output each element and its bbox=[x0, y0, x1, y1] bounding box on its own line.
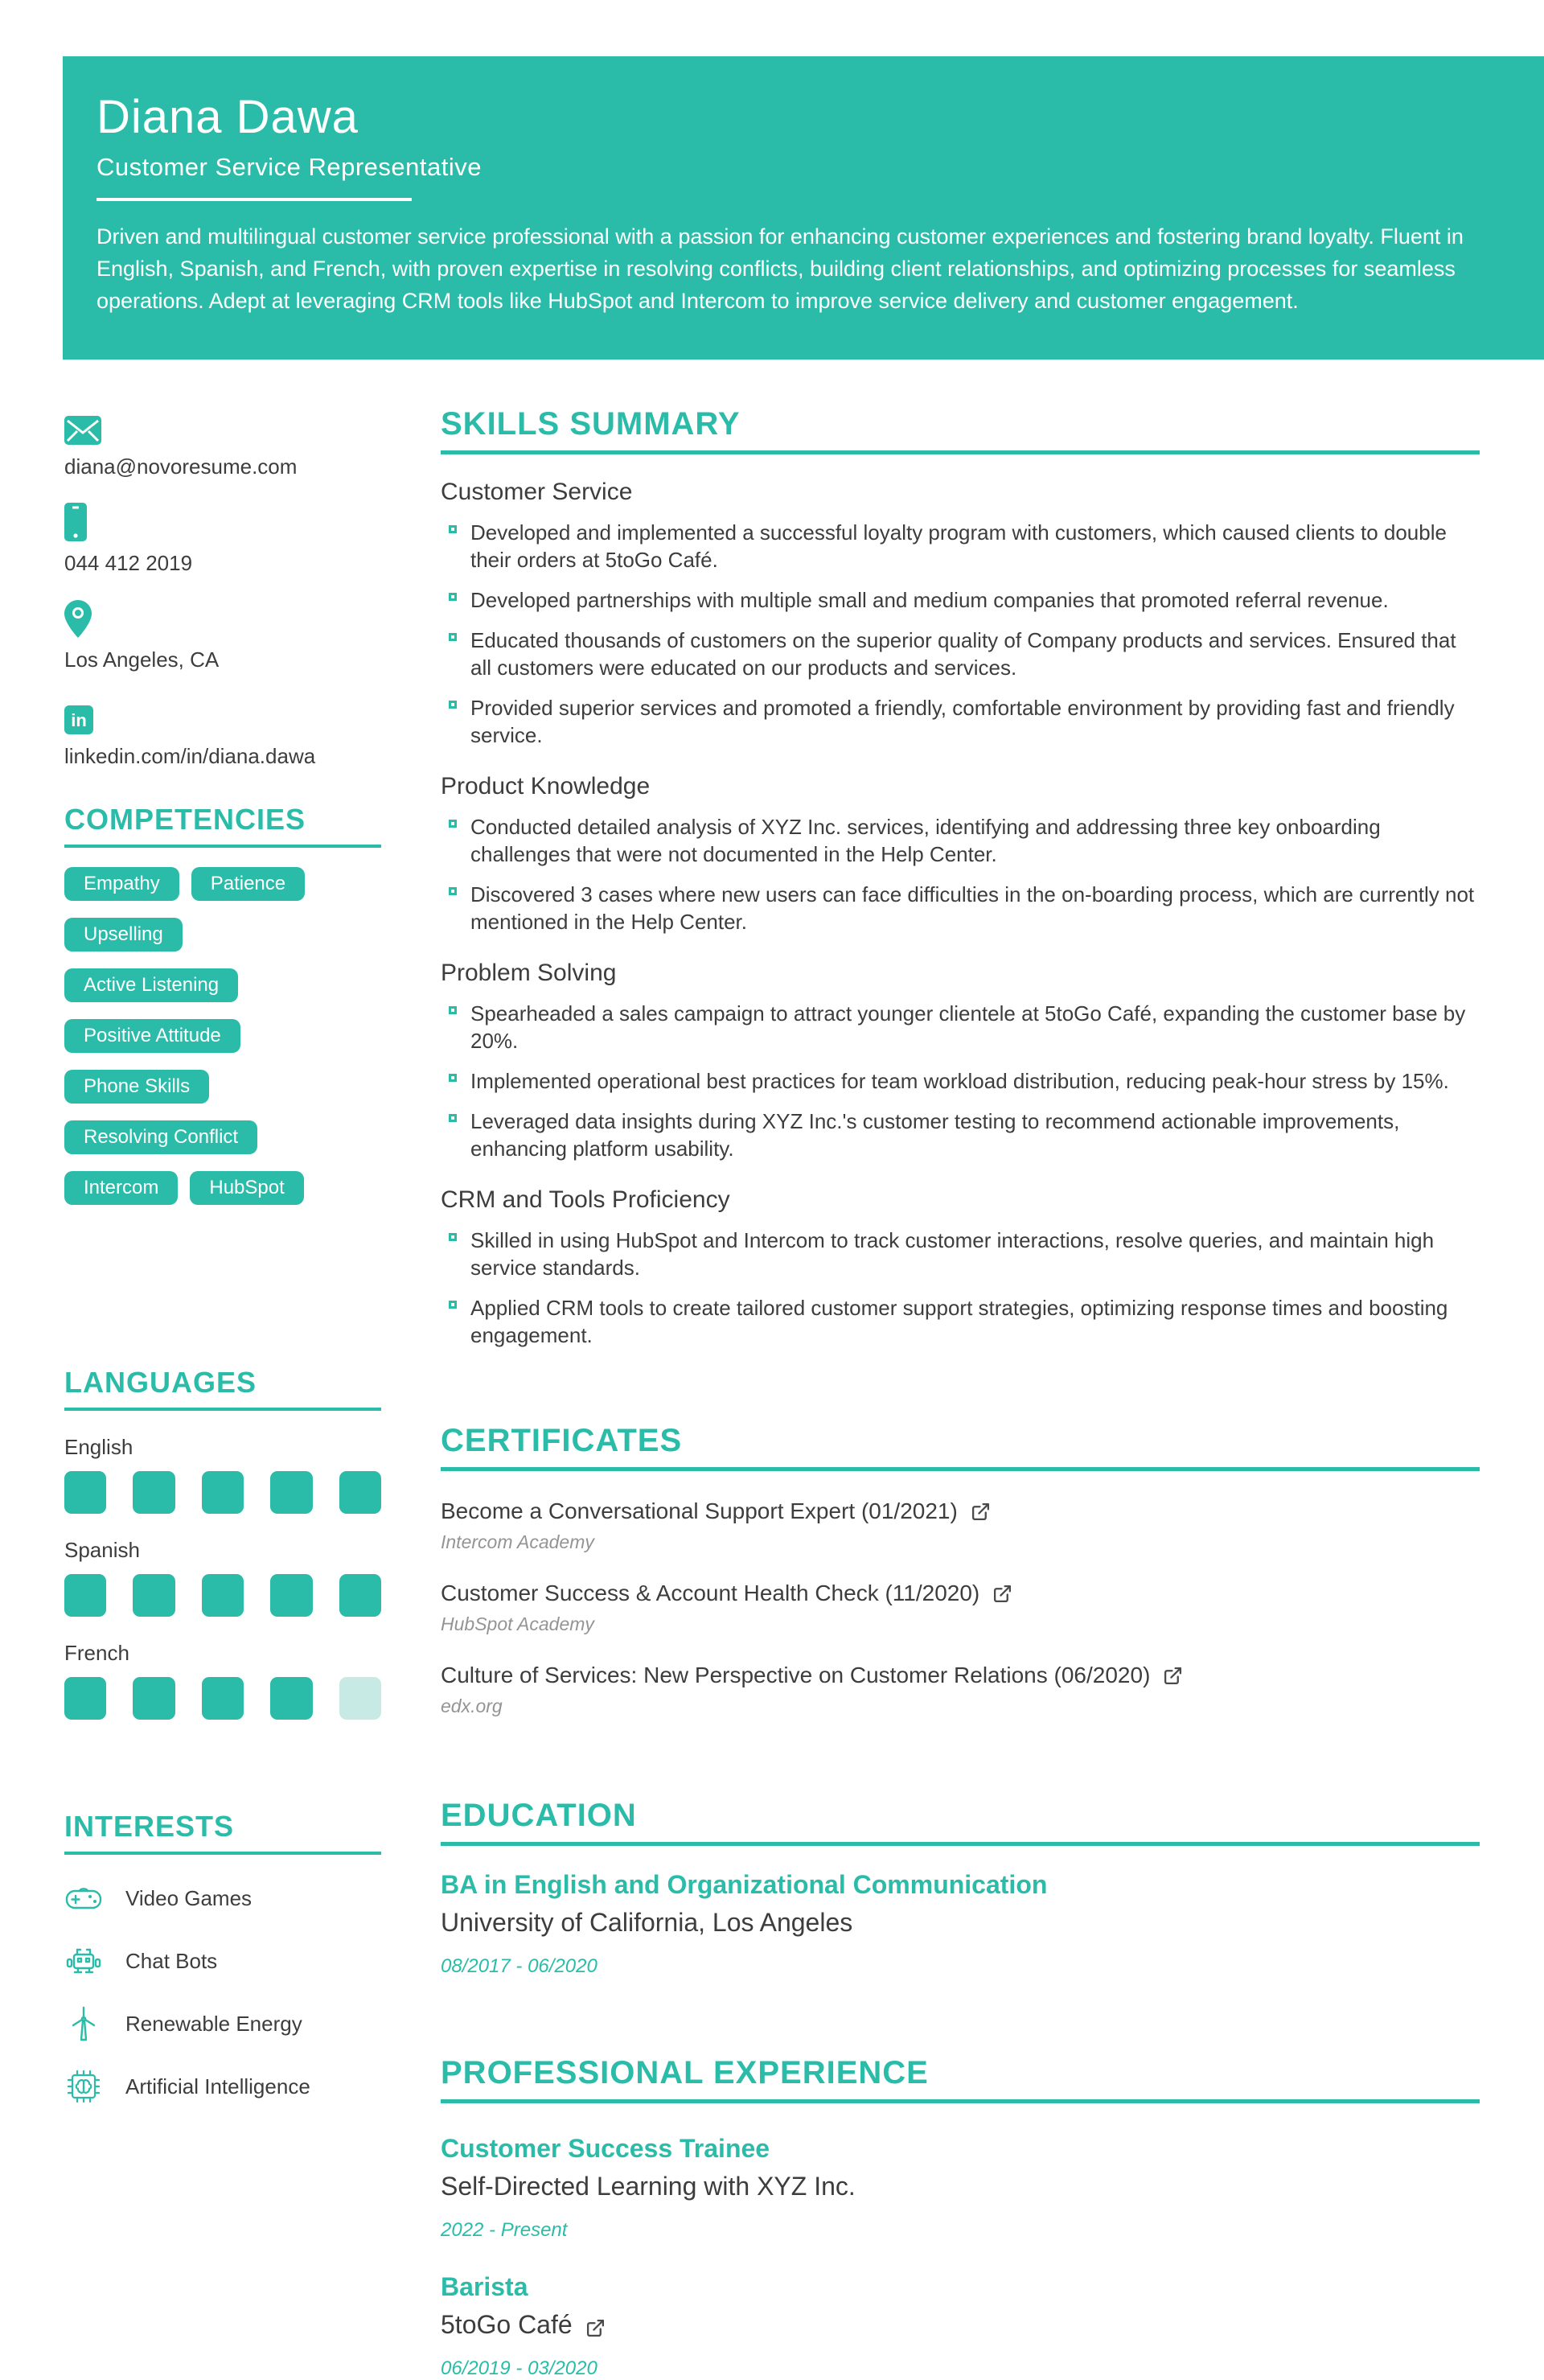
competency-tag: Positive Attitude bbox=[64, 1019, 240, 1053]
interest-item bbox=[64, 1879, 381, 1918]
interest-item bbox=[64, 2004, 381, 2043]
header-divider bbox=[96, 198, 412, 201]
location-text: Los Angeles, CA bbox=[64, 647, 220, 672]
competency-tag: HubSpot bbox=[190, 1171, 303, 1205]
language-level-square bbox=[64, 1677, 106, 1720]
language-row bbox=[64, 1435, 381, 1514]
competencies-section bbox=[64, 803, 381, 1205]
competency-tag: Resolving Conflict bbox=[64, 1120, 257, 1154]
languages-section bbox=[64, 1366, 381, 1720]
square-bullet-icon bbox=[449, 1301, 457, 1309]
language-level-square bbox=[339, 1471, 381, 1514]
bullet-item: Implemented operational best practices for team workload distribution, reducing peak-hour stress by 15%. bbox=[441, 1067, 1480, 1095]
certificate-issuer: Intercom Academy bbox=[441, 1531, 594, 1552]
certificate-issuer: HubSpot Academy bbox=[441, 1613, 594, 1634]
skill-group bbox=[441, 1186, 1480, 1349]
skill-group-title: Customer Service bbox=[441, 479, 633, 505]
external-link-icon[interactable] bbox=[992, 1584, 1012, 1604]
language-name: English bbox=[64, 1435, 133, 1459]
language-level-square bbox=[270, 1574, 312, 1617]
bullet-item: Provided superior services and promoted a friendly, comfortable environment by providing fast and friendly service. bbox=[441, 694, 1480, 749]
interest-label: Video Games bbox=[125, 1885, 253, 1910]
skill-group bbox=[441, 960, 1480, 1162]
interests-heading: INTERESTS bbox=[64, 1810, 235, 1843]
external-link-icon[interactable] bbox=[971, 1502, 991, 1522]
bullet-item: Developed partnerships with multiple small and medium companies that promoted referral revenue. bbox=[441, 586, 1480, 614]
contact-linkedin bbox=[64, 696, 381, 769]
interest-item bbox=[64, 2067, 381, 2106]
competencies-divider bbox=[64, 845, 381, 848]
certificates-heading: CERTIFICATES bbox=[441, 1423, 683, 1458]
language-level-square bbox=[202, 1471, 244, 1514]
language-level-square bbox=[270, 1471, 312, 1514]
certificate-item bbox=[441, 1663, 1480, 1717]
job-organization: 5toGo Café bbox=[441, 2310, 1480, 2340]
education-heading: EDUCATION bbox=[441, 1798, 637, 1833]
square-bullet-icon bbox=[449, 1233, 457, 1241]
contact-location bbox=[64, 599, 381, 672]
interest-label: Chat Bots bbox=[125, 1948, 218, 1973]
languages-divider bbox=[64, 1408, 381, 1411]
language-level-square bbox=[64, 1471, 106, 1514]
square-bullet-icon bbox=[449, 1074, 457, 1082]
linkedin-icon bbox=[64, 696, 381, 734]
school-name: University of California, Los Angeles bbox=[441, 1908, 853, 1937]
skills-summary-divider bbox=[441, 450, 1480, 454]
job-organization: Self-Directed Learning with XYZ Inc. bbox=[441, 2172, 856, 2201]
language-name: French bbox=[64, 1641, 129, 1665]
square-bullet-icon bbox=[449, 633, 457, 641]
language-level-square bbox=[339, 1677, 381, 1720]
education-dates: 08/2017 - 06/2020 bbox=[441, 1955, 597, 1977]
interest-label: Artificial Intelligence bbox=[125, 2074, 310, 2098]
interests-section bbox=[64, 1810, 381, 2106]
competency-tag: Patience bbox=[191, 867, 305, 901]
competency-tag: Empathy bbox=[64, 867, 179, 901]
skill-group bbox=[441, 773, 1480, 935]
bullet-item: Leveraged data insights during XYZ Inc.'s customer testing to recommend actionable improvements, enhancing platform usability. bbox=[441, 1108, 1480, 1162]
square-bullet-icon bbox=[449, 887, 457, 895]
bullet-item: Educated thousands of customers on the superior quality of Company products and services. Ensured that all customers were educated on our products and services. bbox=[441, 627, 1480, 681]
competencies-heading: COMPETENCIES bbox=[64, 803, 306, 836]
certificate-item bbox=[441, 1498, 1480, 1553]
ai-chip-icon bbox=[64, 2067, 103, 2106]
language-level-square bbox=[64, 1574, 106, 1617]
experience-divider bbox=[441, 2099, 1480, 2103]
bullet-item: Skilled in using HubSpot and Intercom to track customer interactions, resolve queries, and maintain high service standards. bbox=[441, 1227, 1480, 1281]
external-link-icon[interactable] bbox=[1163, 1666, 1183, 1686]
competency-tag: Phone Skills bbox=[64, 1070, 209, 1104]
person-title: Customer Service Representative bbox=[96, 152, 482, 181]
job-title: Customer Success Trainee bbox=[441, 2134, 770, 2163]
interest-label: Renewable Energy bbox=[125, 2011, 302, 2036]
certificate-issuer: edx.org bbox=[441, 1696, 503, 1716]
languages-heading: LANGUAGES bbox=[64, 1366, 257, 1399]
language-level bbox=[64, 1471, 381, 1514]
square-bullet-icon bbox=[449, 1114, 457, 1122]
skill-group-title: CRM and Tools Proficiency bbox=[441, 1186, 730, 1213]
linkedin-text[interactable]: linkedin.com/in/diana.dawa bbox=[64, 744, 316, 768]
main-column bbox=[441, 406, 1480, 2380]
language-level-square bbox=[202, 1677, 244, 1720]
skills-summary-section bbox=[441, 406, 1480, 1349]
interests-divider bbox=[64, 1852, 381, 1855]
sidebar bbox=[64, 406, 381, 2106]
square-bullet-icon bbox=[449, 1006, 457, 1014]
contact-email bbox=[64, 406, 381, 479]
job-title: Barista bbox=[441, 2272, 528, 2301]
skill-group-title: Product Knowledge bbox=[441, 773, 651, 799]
language-level-square bbox=[133, 1471, 175, 1514]
certificates-section bbox=[441, 1423, 1480, 1717]
skill-group-title: Problem Solving bbox=[441, 960, 617, 986]
language-row bbox=[64, 1641, 381, 1720]
experience-heading: PROFESSIONAL EXPERIENCE bbox=[441, 2055, 929, 2090]
certificate-title[interactable]: Customer Success & Account Health Check (11/2020) bbox=[441, 1581, 1480, 1606]
job-dates: 06/2019 - 03/2020 bbox=[441, 2357, 597, 2379]
svg-text:in: in bbox=[71, 710, 87, 730]
bullet-item: Discovered 3 cases where new users can face difficulties in the on-boarding process, which are currently not mentioned in the Help Center. bbox=[441, 881, 1480, 935]
robot-icon bbox=[64, 1942, 103, 1980]
bullet-item: Conducted detailed analysis of XYZ Inc. services, identifying and addressing three key onboarding challenges that were not documented in the Help Center. bbox=[441, 813, 1480, 868]
square-bullet-icon bbox=[449, 525, 457, 533]
language-level-square bbox=[133, 1574, 175, 1617]
person-name: Diana Dawa bbox=[96, 91, 359, 143]
envelope-icon bbox=[64, 406, 381, 445]
square-bullet-icon bbox=[449, 820, 457, 828]
education-section bbox=[441, 1798, 1480, 1978]
language-level bbox=[64, 1574, 381, 1617]
location-pin-icon bbox=[64, 599, 381, 638]
bullet-item: Applied CRM tools to create tailored customer support strategies, optimizing response times and boosting engagement. bbox=[441, 1294, 1480, 1349]
language-name: Spanish bbox=[64, 1538, 140, 1562]
language-row bbox=[64, 1538, 381, 1617]
job-item bbox=[441, 2272, 1480, 2380]
contact-phone bbox=[64, 503, 381, 576]
language-level bbox=[64, 1677, 381, 1720]
language-level-square bbox=[339, 1574, 381, 1617]
phone-text: 044 412 2019 bbox=[64, 551, 193, 575]
language-level-square bbox=[270, 1677, 312, 1720]
job-dates: 2022 - Present bbox=[441, 2219, 568, 2241]
gamepad-icon bbox=[64, 1879, 103, 1918]
header bbox=[63, 56, 1544, 360]
certificates-divider bbox=[441, 1467, 1480, 1471]
phone-icon bbox=[64, 503, 381, 541]
language-level-square bbox=[202, 1574, 244, 1617]
certificate-title[interactable]: Become a Conversational Support Expert (01/2021) bbox=[441, 1498, 1480, 1524]
language-level-square bbox=[133, 1677, 175, 1720]
degree-title: BA in English and Organizational Communication bbox=[441, 1870, 1048, 1899]
competency-tag: Intercom bbox=[64, 1171, 178, 1205]
interest-item bbox=[64, 1942, 381, 1980]
competency-tag: Active Listening bbox=[64, 968, 238, 1002]
experience-section bbox=[441, 2055, 1480, 2380]
wind-turbine-icon bbox=[64, 2004, 103, 2043]
job-item bbox=[441, 2134, 1480, 2242]
bullet-item: Developed and implemented a successful loyalty program with customers, which caused clients to double their orders at 5toGo Café. bbox=[441, 519, 1480, 573]
bullet-item: Spearheaded a sales campaign to attract younger clientele at 5toGo Café, expanding the customer base by 20%. bbox=[441, 1000, 1480, 1054]
external-link-icon[interactable] bbox=[585, 2315, 606, 2335]
square-bullet-icon bbox=[449, 593, 457, 601]
certificate-title[interactable]: Culture of Services: New Perspective on Customer Relations (06/2020) bbox=[441, 1663, 1480, 1688]
skill-group bbox=[441, 479, 1480, 749]
education-divider bbox=[441, 1842, 1480, 1846]
summary-text: Driven and multilingual customer service professional with a passion for enhancing customer experiences and fostering brand loyalty. Fluent in English, Spanish, and French, with proven expertise in resolving conflicts, building client relationships, and optimizing processes for seamless operations. Adept at leveraging CRM tools like HubSpot and Intercom to improve service delivery and customer engagement. bbox=[96, 224, 1464, 313]
competency-tag: Upselling bbox=[64, 918, 183, 952]
certificate-item bbox=[441, 1581, 1480, 1635]
square-bullet-icon bbox=[449, 701, 457, 709]
email-text[interactable]: diana@novoresume.com bbox=[64, 454, 298, 479]
competency-tags bbox=[64, 867, 381, 1205]
skills-summary-heading: SKILLS SUMMARY bbox=[441, 406, 741, 442]
